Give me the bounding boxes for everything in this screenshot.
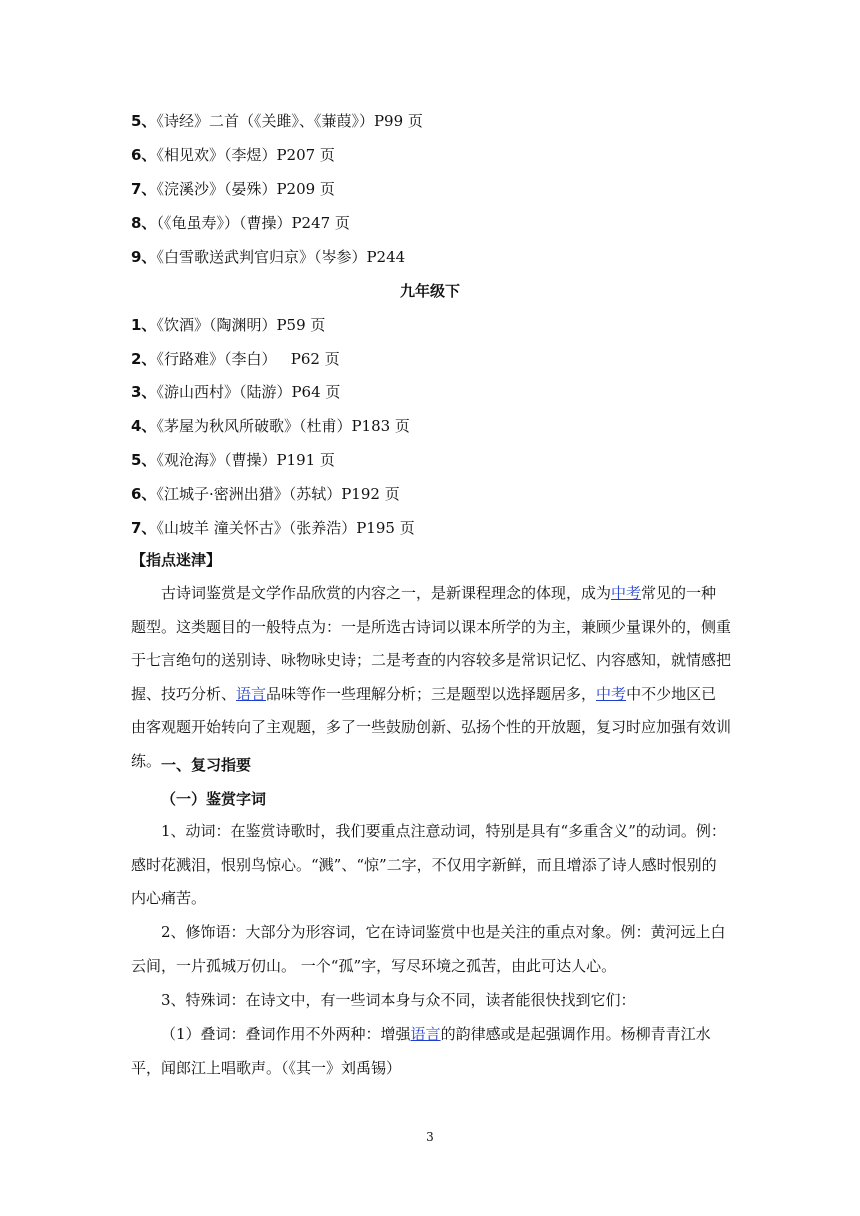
list-item [131,382,340,402]
list-item-number: 6、 [131,485,157,503]
section-title: 九年级下 [399,282,460,300]
list-item [131,213,350,233]
list-item-text: 《饮酒》（陶渊明）P59 页 [156,316,326,334]
list-item [131,179,335,199]
zhongkao-link[interactable]: 中考 [596,684,627,703]
list-item [131,450,335,470]
list-item-text: 《行路难》（李白） P62 页 [156,350,340,368]
list-item-number: 6、 [131,146,157,164]
intro-text: 品味等作一些理解分析；三是题型以选择题居多， [266,684,597,703]
list-item [131,484,400,504]
list-item-number: 2、 [131,350,157,368]
list-item [131,111,423,131]
list-item [131,416,410,436]
list-item-text: 《浣溪沙》（晏殊）P209 页 [156,180,335,198]
list-item-text: 《茅屋为秋风所破歌》（杜甫）P183 页 [156,417,410,435]
list-item-text: 《游山西村》（陆游）P64 页 [156,383,341,401]
modifier-paragraph: 2、修饰语：大部分为形容词，它在诗词鉴赏中也是关注的重点对象。例：黄河远上白云间，一片孤城万仞山。 一个“孤”字，写尽环境之孤苦，由此可达人心。 [131,923,726,975]
list-item-number: 3、 [131,383,157,401]
zhongkao-link[interactable]: 中考 [611,584,642,602]
list-item [131,349,340,369]
yuyan-link[interactable]: 语言 [236,684,267,703]
list-item-text: 《相见欢》（李煜）P207 页 [156,146,335,164]
list-item-text: 《山坡羊 潼关怀古》（张养浩）P195 页 [156,519,415,537]
subsection-heading: （一）鉴赏字词 [161,790,267,808]
intro-text: 古诗词鉴赏是文学作品欣赏的内容之一，是新课程理念的体现，成为 [161,584,612,602]
list-item [131,315,325,335]
list-item-text: 《白雪歌送武判官归京》（岑参）P244 [156,248,406,266]
list-item-number: 7、 [131,519,157,537]
list-item-number: 9、 [131,248,157,266]
list-item [131,145,335,165]
list-item-text: 《江城子·密洲出猎》（苏轼）P192 页 [156,485,400,503]
yuyan-link[interactable]: 语言 [410,1025,441,1043]
review-heading: 一、复习指要 [161,756,252,774]
repeated-word-paragraph [131,1018,731,1085]
repeat-text: （1）叠词：叠词作用不外两种：增强 [161,1025,411,1043]
list-item [131,518,415,538]
list-item-text: （《龟虽寿》）（曹操）P247 页 [156,214,350,232]
list-item-text: 《观沧海》（曹操）P191 页 [156,451,335,469]
list-item-number: 8、 [131,214,157,232]
list-item-text: 《诗经》二首（《关雎》、《蒹葭》）P99 页 [156,112,423,130]
list-item-number: 1、 [131,316,157,334]
list-item-number: 7、 [131,180,157,198]
list-item-number: 4、 [131,417,157,435]
intro-text: 中不少地区已由客观题开始转向了主观题，多了一些鼓励创新、弘扬个性的开放题，复习时应加强有效训练。 [131,684,732,770]
list-item-number: 5、 [131,451,157,469]
intro-paragraph [131,577,731,779]
verb-paragraph: 1、动词：在鉴赏诗歌时，我们要重点注意动词，特别是具有“多重含义”的动词。例：感时花溅泪，恨别鸟惊心。“溅”、“惊”二字，不仅用字新鲜，而且增添了诗人感时恨别的内心痛苦。 [131,822,726,908]
page-number: 3 [426,1130,434,1144]
intro-text: 常见的一种题型。这类题目的一般特点为：一是所选古诗词以课本所学的为主，兼顾少量课外的，侧重于七言绝句的送别诗、咏物咏史诗；二是考查的内容较多是常识记忆、内容感知，就情感把握、技巧分析、 [131,584,732,703]
list-item [131,247,405,267]
special-word-paragraph: 3、特殊词：在诗文中，有一些词本身与众不同，读者能很快找到它们： [161,991,636,1009]
guide-heading: 【指点迷津】 [131,551,222,569]
repeat-text: 的韵律感或是起强调作用。杨柳青青江水平，闻郎江上唱歌声。（《其一》刘禹锡） [131,1025,711,1077]
list-item-number: 5、 [131,112,157,130]
